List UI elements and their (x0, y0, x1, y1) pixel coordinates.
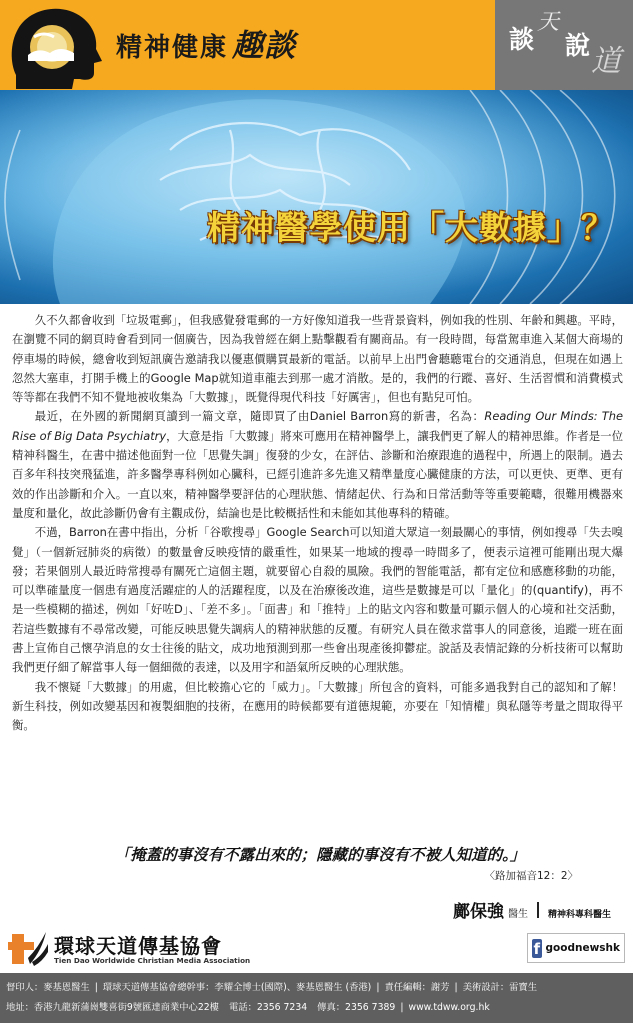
article-paragraph: 不過，Barron在書中指出，分析「谷歌搜尋」Google Search可以知道大眾這一刻最關心的事情，例如搜尋「失去嗅覺」（一個新冠肺炎的病徵）的數量會反映疫情的嚴重性，如果某一地域的搜尋一時間多了，便表示這裡可能剛出現大爆發；若果個別人最近時常搜尋有關死亡這個主題，就要留心自殺的風險。我們的智能電話，都有定位和感應移動的功能，可以準確量度一個患有過度活躍症的人的活躍程度，以及在治療後改進，這些是數據是可以「量化」的(quantify)，再不是一些模糊的描述，例如「好咗D」、「差不多」。「面書」和「推特」上的貼文內容和數量可顯示個人的心境和社交活動，若這些數據有不尋常改變，可能反映思覺失調病人的精神狀態的反覆。有研究人員在徵求當事人的同意後，追蹤一班在面書上宣佈自己懷孕消息的女士往後的貼文，成功地預測到那一些會出現產後抑鬱症。說話及表情記錄的分析技術可以幫助我們更仔細了解當事人每一個細微的表達，以及用字和語氣所反映的心理狀態。 (12, 525, 623, 675)
author-title: 醫生 (507, 909, 528, 920)
column-title (116, 20, 296, 70)
article-body (12, 311, 623, 736)
footer-credits (6, 978, 627, 998)
header-band (0, 0, 633, 90)
talk-tag-char: 說 (565, 31, 591, 60)
column-title-plain: 精神健康 (116, 33, 229, 63)
org-name-en: Tien Dao Worldwide Christian Media Association (54, 956, 251, 965)
divider: | (94, 982, 98, 993)
article-title: 精神醫學使用「大數據」？ (207, 208, 615, 247)
org-logo-icon (8, 928, 48, 968)
author-name: 鄺保強 (452, 902, 504, 922)
talk-tag-char: 道 (591, 44, 621, 79)
bible-reference: 〈路加福音12：2〉 (484, 870, 578, 882)
hero-banner (0, 90, 633, 304)
footer-address: 地址：香港九龍新蒲崗雙喜街9號匯達商業中心22樓 (6, 1002, 219, 1013)
facebook-link[interactable] (527, 933, 625, 963)
talk-tag (495, 0, 633, 90)
footer-publisher: 督印人：麥基恩醫生 (6, 982, 90, 993)
divider: | (376, 982, 380, 993)
column-title-fun: 趣談 (232, 28, 297, 64)
facebook-handle: goodnewshk (545, 942, 620, 954)
footer-director: 環球天道傳基協會總幹事：李耀全博士(國際)、麥基恩醫生 (香港) (102, 982, 372, 993)
divider (537, 902, 539, 918)
brain-head-illustration (0, 90, 633, 304)
divider: | (400, 1002, 404, 1013)
facebook-icon: f (533, 939, 541, 958)
talk-tag-char: 談 (509, 25, 535, 54)
article-paragraph: 我不懷疑「大數據」的用處，但比較擔心它的「威力」。「大數據」所包含的資料，可能多過我對自己的認知和了解！新生科技，例如改變基因和複製細胞的技術，在應用的時候都要有道德規範，亦要在「知情權」與私隱等考量之間取得平衡。 (12, 679, 623, 733)
footer (0, 973, 633, 1023)
author-byline (453, 897, 611, 922)
paragraph-text: ，大意是指「大數據」將來可應用在精神醫學上，讓我們更了解人的精神思維。作者是一位精神科醫生，在書中描述他面對一位「思覺失調」復發的少女，在評估、診斷和治療跟進的過程中，所遇上的限制。過去百多年科技突飛猛進，許多醫學專科例如心臟科，已經引進許多先進又精準量度心臟健康的方法，可以更快、更準、更有效的作出診斷和介入。一直以來，精神醫學要評估的心理狀態、情緒起伏、行為和日常活動等等重要範疇，很難用機器來量度和量化，故此診斷仍會有主觀成份，結論也是比較概括性和未能如其他專科的精確。 (12, 428, 623, 520)
book-title: Reading Our Minds: The Rise of Big Data Psychiatry (12, 409, 623, 443)
divider: | (454, 982, 458, 993)
footer-phone: 電話：2356 7234 (228, 1002, 308, 1013)
head-silhouette-icon (8, 3, 104, 89)
bible-quote: 「掩蓋的事沒有不露出來的；隱藏的事沒有不被人知道的。」 (114, 846, 526, 864)
footer-fax: 傳真：2356 7389 (317, 1002, 396, 1013)
paragraph-text: 最近，在外國的新聞網頁讀到一篇文章，隨即買了由Daniel Barron寫的新書，名為： (34, 409, 485, 424)
footer-editor: 責任編輯：謝芳 (384, 982, 450, 993)
org-name-zh: 環球天道傳基協會 (54, 934, 222, 958)
footer-website-link[interactable]: www.tdww.org.hk (408, 1002, 490, 1013)
footer-contact (6, 998, 627, 1018)
article-paragraph (12, 407, 623, 523)
author-specialty: 精神科專科醫生 (547, 910, 611, 920)
talk-tag-char: 天 (537, 10, 560, 35)
article-paragraph: 久不久都會收到「垃圾電郵」，但我感覺發電郵的一方好像知道我一些背景資料，例如我的性別、年齡和興趣。平時，在瀏覽不同的網頁時會看到同一個廣告，因為我曾經在網上點擊觀看有關商品。有一段時間，每當駕車進入某個大商場的停車場的時候，總會收到短訊廣告邀請我以優惠價購買最新的電話。以前早上出門會聽聽電台的交通消息，但現在如遇上忽然大塞車，打開手機上的Google Map就知道車龍去到那一處才消散。是的，我們的行蹤、喜好、生活習慣和消費模式等等都在我們不知不覺地被收集為「大數據」，既覺得現代科技「好厲害」，但也有點兒可怕。 (12, 313, 623, 405)
footer-designer: 美術設計：雷寶生 (462, 982, 538, 993)
